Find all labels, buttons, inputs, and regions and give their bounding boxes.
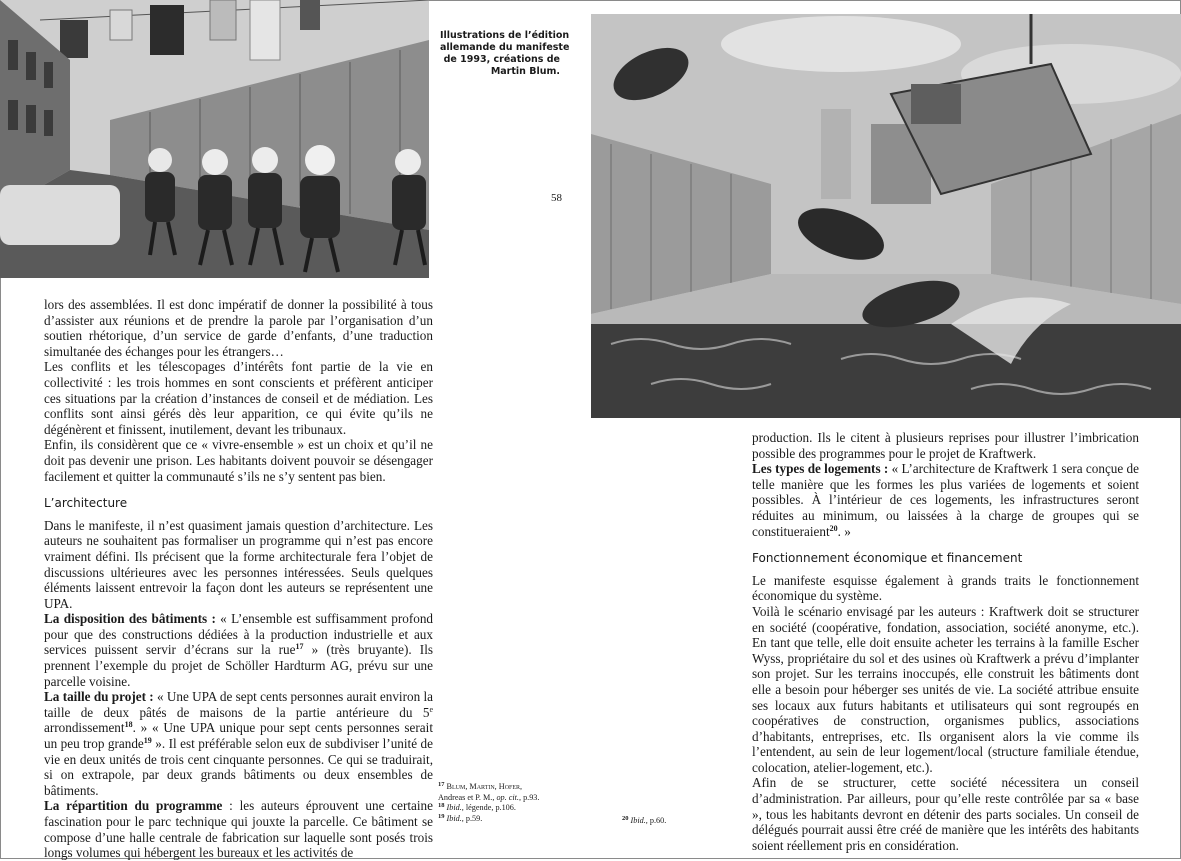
right-text-column (752, 430, 1139, 853)
paragraph: Dans le manifeste, il n’est quasiment jamais question d’architecture. Les auteurs ne souhaitent pas formaliser un programme qui n’est pas encore vraiment défini. Ils précisent que la forme architecturale fera l’objet de discussions ultérieures avec les personnes intéressées. Seuls quelques éléments laissent entrevoir la façon dont les auteurs se représentent une UPA. (44, 517, 433, 611)
paragraph: lors des assemblées. Il est donc impératif de donner la possibilité à tous d’assister aux réunions et de prendre la parole par l’organisation d’un soutien rhétorique, d’un service de garde d’enfants, d’une traduction simultanée des échanges pour les étrangers… (44, 297, 433, 359)
text-run: arrondissement (44, 720, 125, 736)
footnote-20 (622, 816, 732, 827)
paragraph: Voilà le scénario envisagé par les auteurs : Kraftwerk doit se structurer en société (coopérative, fondation, association, société anonyme, etc.). En tant que telle, elle doit ensuite acheter les terrains à la famille Escher Wyss, propriétaire du sol et des usines où Kraftwerk a prévu d’implanter son projet. Sur les terrains inoccupés, elle construit les bâtiments dont elle a besoin pour héberger ses unités de vie. La société attribue ensuite ses locaux aux futurs habitants et utilisateurs qui sont regroupés en coopératives de construction, organismes publics, associations d’habitants, entreprises, etc. Ils organisent alors la vie comme ils l’entendent, au sein de leur logement/local (structure familiale étendue, colocation, atelier-logement, etc.). (752, 603, 1139, 775)
paragraph: Le manifeste esquisse également à grands traits le fonctionnement économique du système. (752, 572, 1139, 604)
section-heading-economics: Fonctionnement économique et financement (752, 551, 1023, 566)
footnote-17 (438, 782, 558, 793)
text-run: . » « Une UPA unique pour sept cents personnes serait un peu trop grande (44, 720, 433, 752)
footnote-ref: 19 (143, 736, 152, 746)
text-run: « L’architecture de Kraftwerk 1 sera conçue de telle manière que les formes les plus variées de logements et soient possibles. À l’intérieur de ces logements, les infrastructures seront réduites au minimum, ou laissées à la charge de groupes qui se constitueraient (752, 461, 1139, 539)
footnote-text: Blum, Martin, Hofer, (446, 782, 523, 791)
footnote-text: Ibid., légende, p.106. (446, 803, 516, 812)
footnote-number: 19 (438, 812, 445, 820)
footnote-text: Ibid., p.60. (630, 816, 667, 825)
caption-line: Martin Blum. (490, 66, 560, 77)
footnote-text: Ibid., p.59. (446, 813, 483, 823)
text-run: : les auteurs éprouvent une certaine fascination pour le parc technique qui jouxte la parcelle. Ce bâtiment se compose d’une halle centrale de fabrication sur laquelle sont posés trois longs volumes qui hébergent les bureaux et les activités de (44, 798, 433, 861)
section-heading-architecture: L’architecture (44, 496, 128, 511)
paragraph: production. Ils le citent à plusieurs reprises pour illustrer l’imbrication possible des programmes pour le projet de Kraftwerk. (752, 430, 1139, 461)
paragraph: Enfin, ils considèrent que ce « vivre-ensemble » est un choix et qu’il ne doit pas devenir une prison. Les habitants doivent pouvoir se désengager facilement et quitter la communauté s’ils ne s’y sentent pas bien. (44, 437, 433, 484)
footnote-18 (438, 803, 558, 814)
paragraph-program-distribution (44, 798, 433, 860)
run-in-label: La taille du projet : (44, 689, 154, 705)
caption-line: allemande du manifeste (440, 42, 570, 53)
footnote-number: 17 (438, 781, 445, 788)
footnote-ref: 17 (295, 642, 304, 652)
paragraph-building-layout (44, 611, 433, 689)
text-run: « L’ensemble est suffisamment profond pour que des constructions dédiées à la production industrielle et aux services puissent servir d’écrans sur la rue (44, 611, 434, 658)
run-in-label: La répartition du programme (44, 798, 223, 814)
run-in-label: Les types de logements : (752, 461, 889, 477)
caption-line: Illustrations de l’édition (440, 30, 570, 41)
run-in-label: La disposition des bâtiments : (44, 611, 216, 627)
photo-collage-factory (591, 14, 1181, 418)
text-run: . » (837, 523, 851, 539)
footnote-number: 18 (438, 802, 445, 809)
paragraph-project-size (44, 689, 433, 798)
text-run: ». Il est préférable selon eux de subdiviser l’unité de vie en deux unités de trois cent cinquante personnes. Ce qui se traduirait, si on extrapole, par deux grands bâtiments ou deux ensembles de bâtiments. (44, 736, 433, 798)
paragraph: Les conflits et les télescopages d’intérêts font partie de la vie en collectivité : les trois hommes en sont conscients et préfèrent anticiper ces situations par la création d’instances de conseil et de médiation. Les conflits sont ainsi gérés dès leur apparition, ce qui évite qu’ils ne dégénèrent et finissent, inutilement, devant les tribunaux. (44, 359, 433, 437)
footnote-19 (438, 814, 558, 825)
paragraph-housing-types (752, 461, 1139, 539)
caption-line: de 1993, créations de (443, 54, 560, 65)
text-run: » (très bruyante). Ils prennent l’exemple du projet de Schöller Hardturm AG, prévu sur une parcelle voisine. (44, 642, 433, 689)
photo-street-children (0, 0, 429, 278)
ordinal-suffix: e (429, 704, 433, 714)
footnote-17-cont: Andreas et P. M., op. cit., p.93. (438, 792, 540, 802)
text-run: « Une UPA de sept cents personnes aurait environ la taille de deux pâtés de maisons de la partie antérieure du 5 (44, 689, 433, 720)
footnotes-left (438, 782, 558, 824)
paragraph: Afin de se structurer, cette société nécessitera un conseil d’administration. Par ailleurs, pour qu’elle reste contrôlée par sa « base », tous les habitants devront en détenir des parts sociales. Un conseil de délégués pourrait aussi être créé de manière que les intérêts des habitants soient réellement pris en considération. (752, 775, 1139, 853)
footnotes-right (622, 816, 732, 827)
footnote-number: 20 (622, 815, 629, 822)
left-text-column (44, 297, 433, 861)
illustration-caption (440, 30, 570, 78)
footnote-ref: 20 (829, 523, 838, 533)
footnote-ref: 18 (124, 720, 133, 730)
page-number: 58 (551, 192, 562, 204)
